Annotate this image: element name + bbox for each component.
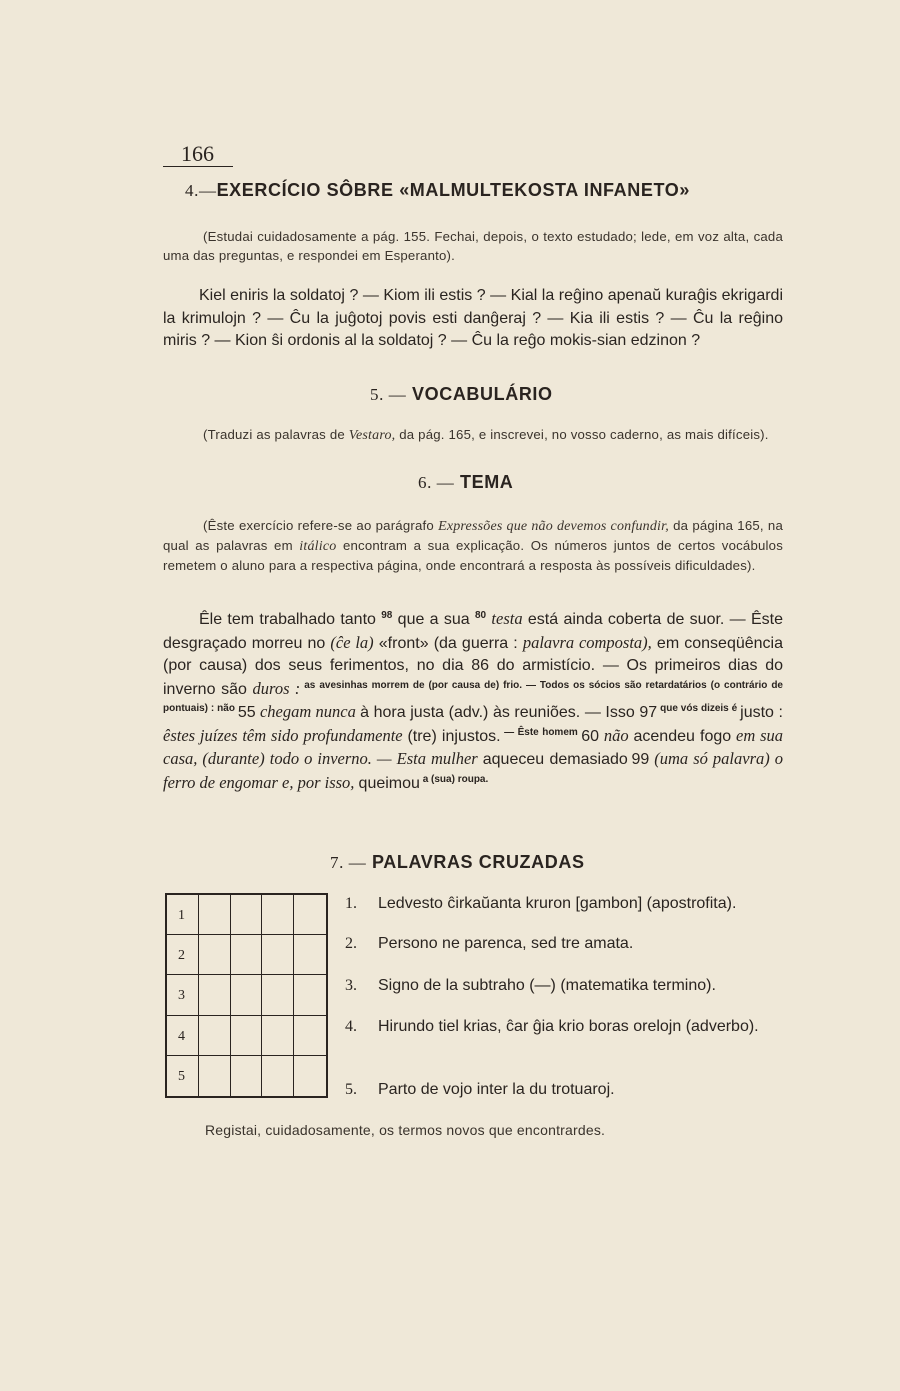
italic-term: em sua casa, (durante) todo o inverno. — Esta mulher [163, 725, 784, 768]
clue-1-number: 1. [345, 895, 357, 912]
italic-term: êstes juízes têm sido profundamente [163, 725, 408, 745]
text-run: queimou [358, 774, 420, 792]
section-5-title: VOCABULÁRIO [412, 384, 553, 404]
clue-1-text: Ledvesto ĉirkaŭanta kruron [gambon] (apostrofita). [378, 895, 737, 912]
clue-4-number: 4. [345, 1018, 357, 1035]
grid-cell [294, 1016, 326, 1056]
grid-cell [167, 895, 199, 935]
grid-row-number: 4 [178, 1028, 185, 1044]
grid-cell [262, 975, 294, 1015]
italic-term: (uma só palavra) o ferro de engomar e, por isso, [163, 749, 784, 792]
grid-cell [199, 1016, 231, 1056]
section-4-note [163, 227, 783, 265]
grid-cell [167, 975, 199, 1015]
section-4-heading [185, 180, 690, 201]
italic-term: duros : [252, 678, 301, 698]
grid-cell [231, 1056, 263, 1096]
reference-number: — Êste homem [500, 726, 582, 738]
crossword-grid [165, 893, 328, 1098]
section-6-note [163, 516, 783, 575]
clue-4-text: Hirundo tiel krias, ĉar ĝia krio boras orelojn (adverbo). [378, 1018, 759, 1035]
grid-cell [199, 1056, 231, 1096]
section-4-note-text: (Estudai cuidadosamente a pág. 155. Fechai, depois, o texto estudado; lede, em voz alta, cada uma das preguntas, e respondei em Esperanto). [163, 229, 783, 263]
grid-row-number: 5 [178, 1068, 185, 1084]
italic-term: testa [491, 609, 523, 628]
grid-cell [231, 975, 263, 1015]
text-run: do armistício. — Os primeiros dias do inverno são [163, 657, 783, 698]
clue-2-number: 2. [345, 935, 357, 952]
grid-cell [231, 935, 263, 975]
grid-cell [167, 935, 199, 975]
section-4-paragraph: Kiel eniris la soldatoj ? — Kiom ili estis ? — Kial la reĝino apenaŭ kuraĝis ekrigardi la krimulojn ? — Ĉu la juĝotoj povis esti danĝeraj ? — Kia ili estis ? — Ĉu la reĝino miris ? — Kion ŝi ordonis al la soldatoj ? — Ĉu la reĝo mokis-sian edzinon ? [163, 287, 783, 349]
section-6-note-text: (Êste exercício refere-se ao parágrafo Expressões que não devemos confundir, da página 165, na qual as palavras em itálico encontram a sua explicação. Os números juntos de certos vocábulos remetem o aluno para a respectiva página, onde encontrará a resposta às possíveis dificuldades). [163, 518, 783, 573]
text-run: em conseqüência (por causa) dos seus ferimentos, no dia [163, 634, 783, 674]
section-4-number: 4.— [185, 181, 217, 200]
text-run: aqueceu demasiado [482, 751, 628, 768]
clue-3-text: Signo de la subtraho (—) (matematika termino). [378, 977, 716, 994]
italic-term: chegam nunca [255, 702, 361, 721]
clue-2-text: Persono ne parenca, sed tre amata. [378, 935, 634, 952]
section-5-heading [370, 384, 553, 405]
grid-cell [167, 1016, 199, 1056]
reference-number: 98 [381, 610, 393, 621]
grid-cell [231, 1016, 263, 1056]
text-run: Êle tem trabalhado tanto [199, 611, 382, 628]
text-run: 97 [639, 704, 658, 721]
grid-cell [167, 1056, 199, 1096]
grid-row-number: 2 [178, 948, 185, 964]
italic-term: palavra composta), [522, 632, 652, 652]
grid-cell [262, 1056, 294, 1096]
section-7-title: PALAVRAS CRUZADAS [372, 852, 585, 872]
text-run: (adv.) às reuniões. — Isso [444, 704, 640, 721]
section-6-title: TEMA [460, 472, 514, 492]
section-4-text [163, 285, 783, 353]
grid-cell [262, 935, 294, 975]
italic-term: (ĉe la) [330, 632, 374, 652]
grid-row-number: 1 [178, 908, 185, 923]
grid-cell [199, 975, 231, 1015]
footer-note: Registai, cuidadosamente, os termos novos que encontrardes. [205, 1122, 606, 1138]
grid-cell [199, 895, 231, 935]
section-4-title: EXERCÍCIO SÔBRE «MALMULTEKOSTA INFANETO» [216, 180, 690, 200]
grid-cell [294, 895, 326, 935]
section-6-paragraph [163, 608, 783, 795]
italic-term: não [599, 725, 634, 745]
text-run: 86 [471, 657, 490, 674]
clue-3-number: 3. [345, 977, 357, 994]
text-run: justo : [740, 704, 783, 721]
section-7-number: 7. — [330, 853, 367, 872]
section-7-heading [330, 852, 585, 873]
reference-number: a (sua) roupa. [419, 773, 489, 785]
text-run: à hora justa [360, 704, 445, 721]
grid-cell [294, 1056, 326, 1096]
clue-5-number: 5. [345, 1081, 357, 1098]
section-5-note [163, 425, 783, 445]
reference-number: 80 [474, 610, 487, 621]
text-run: está ainda coberta de suor. — Êste desgraçado morreu no [163, 611, 784, 652]
grid-cell [231, 895, 263, 935]
section-6-number: 6. — [418, 473, 455, 492]
section-6-text [163, 608, 783, 795]
grid-cell [294, 975, 326, 1015]
grid-cell [199, 935, 231, 975]
page-number: 166 [163, 142, 233, 167]
text-run: «front» (da guerra : [373, 634, 523, 652]
text-run: que a sua [392, 611, 475, 628]
reference-number: as avesinhas morrem de (por causa de) frio. — Todos os sócios são retardatários (o contrário de pontuais) : não [163, 679, 783, 714]
text-run: 55 [237, 704, 256, 721]
grid-cell [294, 935, 326, 975]
text-run: (tre) injustos. [407, 727, 501, 745]
grid-row-number: 3 [178, 988, 185, 1004]
grid-cell [262, 895, 294, 935]
section-6-heading [418, 472, 513, 493]
section-5-note-text: (Traduzi as palavras de Vestaro, da pág. 165, e inscrevei, no vosso caderno, as mais difíceis). [203, 427, 769, 443]
section-5-number: 5. — [370, 385, 407, 404]
text-run: acendeu fogo [633, 727, 732, 745]
grid-cell [262, 1016, 294, 1056]
clue-5-text: Parto de vojo inter la du trotuaroj. [378, 1081, 615, 1098]
reference-number: que vós dizeis é [657, 703, 741, 714]
text-run: 99 [631, 751, 650, 768]
text-run: 60 [581, 727, 600, 745]
